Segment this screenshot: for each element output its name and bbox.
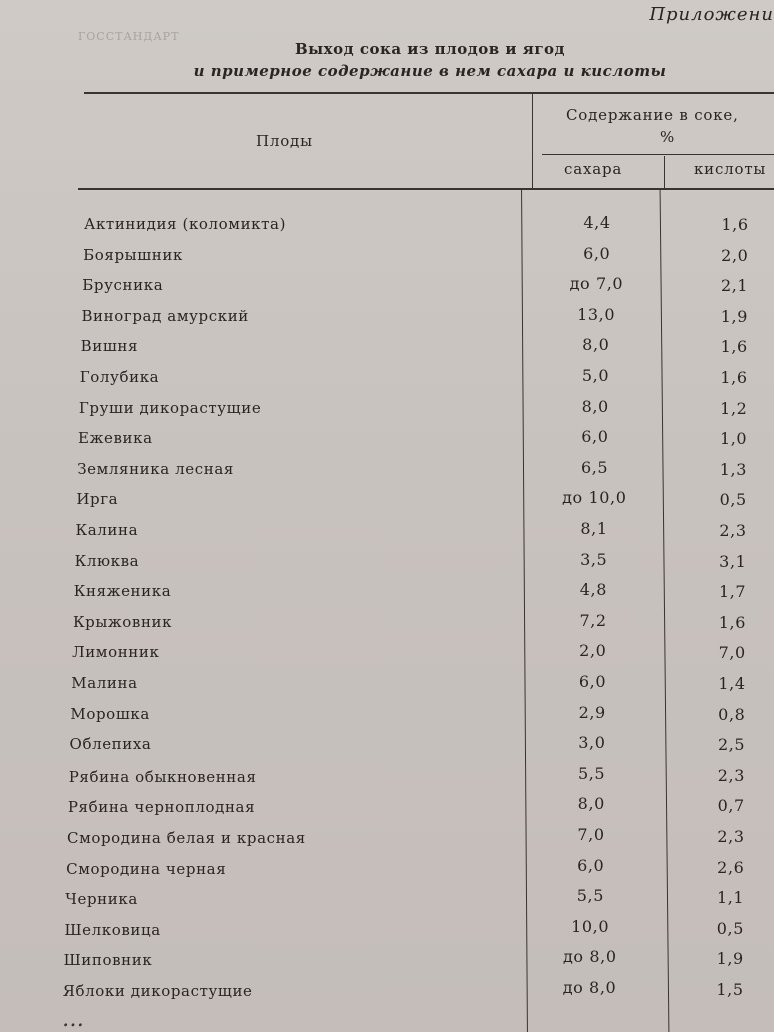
fruit-name: Виноград амурский [81,306,249,325]
sugar-acid-divider-header [664,156,665,188]
acid-value: 2,0 [721,245,749,265]
sugar-value: 6,0 [581,427,609,447]
fruit-name: Малина [71,674,138,692]
sugar-value: 4,4 [583,213,611,232]
acid-value: 0,8 [718,704,746,724]
table-row [0,947,774,975]
faint-stamp: ГОССТАНДАРТ [78,30,180,43]
table-row [0,764,774,792]
table-row [0,733,774,761]
fruit-name: Крыжовник [72,612,173,631]
subheader-rule [542,154,774,155]
table-row [0,794,774,822]
sugar-value: 6,0 [577,855,605,875]
sugar-value: 8,0 [577,794,605,814]
sugar-value: 6,5 [580,457,609,477]
fruit-name: Шелковица [64,920,161,939]
fruit-name: Вишня [80,337,139,356]
acid-value: 2,3 [719,521,747,540]
sugar-value: 3,5 [580,549,608,569]
fruit-name: Смородина черная [66,859,227,878]
fruit-name: Морошка [70,704,150,723]
fruit-column-divider-header [532,94,533,188]
title-line-2: и примерное содержание в нем сахара и кислоты [193,62,667,80]
sugar-value: 6,0 [583,243,611,263]
sugar-value: 2,9 [578,702,606,722]
table-row [0,580,774,608]
sugar-value: 2,0 [579,641,607,661]
column-header-acid: кислоты [694,160,767,178]
column-header-sugar: сахара [564,160,623,178]
acid-value: 1,9 [720,306,749,326]
table-row [0,213,774,241]
acid-value: 1,5 [716,980,744,999]
handwritten-mark: … [62,1007,84,1032]
table-row [0,366,774,394]
sugar-value: до 10,0 [562,488,627,508]
table-row [0,703,774,731]
acid-value: 1,1 [716,888,745,908]
sugar-value: 13,0 [577,304,616,324]
table-row [0,305,774,333]
acid-value: 0,5 [719,490,747,510]
acid-value: 1,3 [719,459,748,479]
fruit-name: Брусника [82,276,164,295]
column-header-content: Содержание в соке, [566,106,739,124]
fruit-name: Облепиха [69,735,152,754]
sugar-value: 5,5 [577,763,606,783]
acid-value: 3,1 [719,551,747,571]
fruit-name: Черника [65,890,138,909]
acid-value: 1,9 [716,949,744,969]
top-rule [84,92,774,94]
fruit-name: Боярышник [83,245,183,264]
title-line-1: Выход сока из плодов и ягод [294,40,566,58]
acid-value: 2,6 [717,857,745,877]
column-header-percent: % [660,128,676,146]
sugar-value: 7,0 [577,825,605,844]
table-row [0,335,774,363]
sugar-value: 4,8 [579,580,608,600]
table-title [160,38,700,82]
fruit-name: Шиповник [63,951,153,970]
sugar-value: до 8,0 [562,947,617,967]
acid-value: 2,3 [717,765,746,785]
acid-value: 2,1 [720,276,749,296]
appendix-label: Приложени [649,4,774,25]
fruit-name: Яблоки дикорастущие [62,982,253,1000]
acid-value: 7,0 [718,643,746,663]
fruit-name: Актинидия (коломикта) [84,215,287,233]
acid-value: 2,5 [717,735,746,755]
acid-value: 1,6 [718,612,747,632]
sugar-value: 8,1 [580,519,608,538]
fruit-name: Земляника лесная [77,459,234,478]
fruit-name: Клюква [74,551,140,570]
acid-value: 1,2 [720,398,748,418]
table-row [0,519,774,547]
fruit-name: Груши дикорастущие [78,398,262,417]
table-row [0,856,774,884]
table-row [0,672,774,700]
sugar-value: 3,0 [578,733,606,753]
table-row [0,274,774,302]
sugar-value: до 7,0 [569,274,624,294]
acid-value: 1,0 [719,429,748,449]
table-row [0,427,774,455]
table-row [0,917,774,945]
table-row [0,978,774,1006]
table-row [0,641,774,669]
table-row [0,458,774,486]
acid-value: 1,6 [720,337,748,357]
fruit-name: Смородина белая и красная [67,829,306,847]
acid-value: 2,3 [717,827,745,846]
acid-value: 0,7 [717,796,745,816]
table-row [0,488,774,516]
acid-value: 1,6 [720,368,748,387]
acid-value: 1,6 [721,215,749,234]
table-row [0,611,774,639]
acid-value: 1,4 [718,674,746,693]
sugar-value: 7,2 [579,610,607,630]
acid-value: 0,5 [716,918,745,938]
table-row [0,550,774,578]
table-row [0,825,774,853]
acid-value: 1,7 [718,582,747,602]
fruit-name: Калина [75,521,139,539]
fruit-name: Рябина обыкновенная [68,767,257,786]
sugar-value: 10,0 [571,916,610,936]
table-row [0,886,774,914]
sugar-value: 5,5 [576,886,605,906]
fruit-name: Рябина черноплодная [67,798,256,817]
sugar-value: 6,0 [578,672,607,691]
sugar-value: до 8,0 [562,978,617,997]
fruit-name: Ирга [76,490,119,509]
column-header-fruits: Плоды [256,132,313,150]
header-bottom-rule [78,188,774,190]
sugar-value: 5,0 [581,366,610,385]
table-row [0,244,774,272]
fruit-name: Княженика [73,582,172,601]
sugar-value: 8,0 [581,396,609,416]
sugar-value: 8,0 [582,335,610,355]
fruit-name: Голубика [79,368,160,386]
fruit-name: Лимонник [72,643,160,662]
fruit-name: Ежевика [78,429,153,448]
table-row [0,397,774,425]
